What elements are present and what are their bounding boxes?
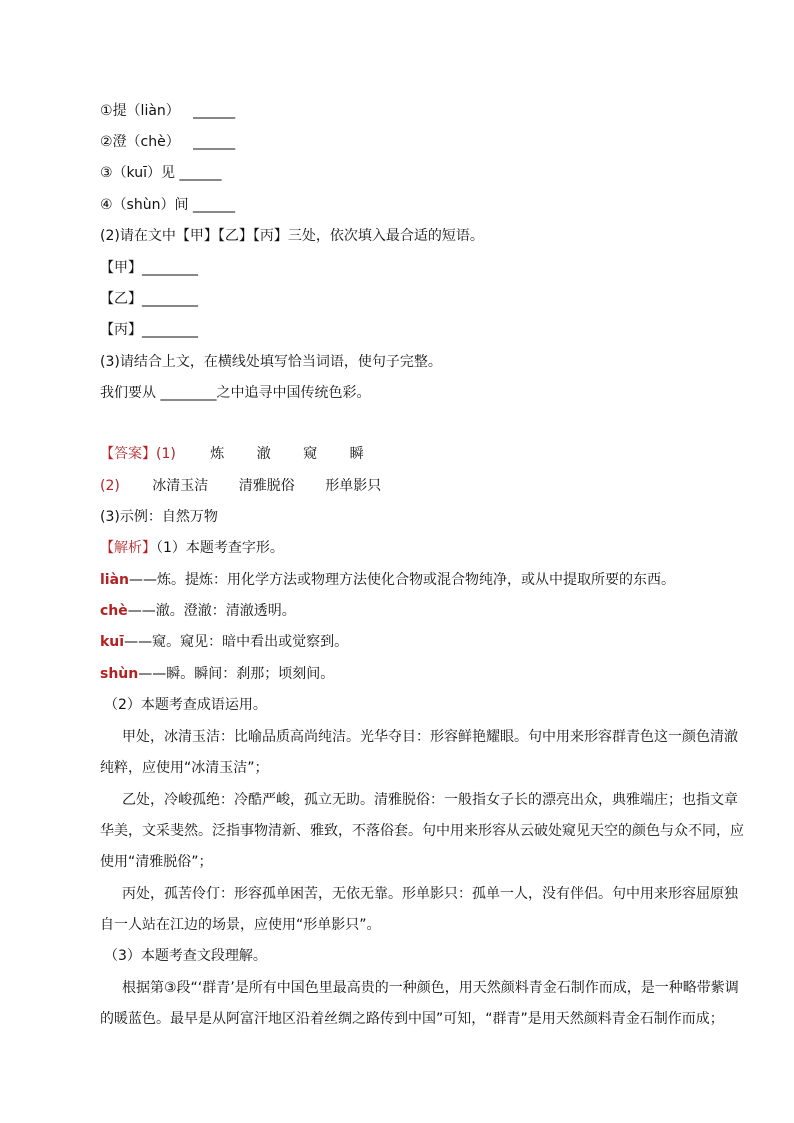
q3-prompt: (3)请结合上文，在横线处填写恰当词语，使句子完整。 (100, 354, 442, 370)
q1-item-1 (100, 101, 235, 121)
q1-item-4 (100, 195, 235, 215)
q2-item-blank[interactable]: ________ (142, 291, 198, 307)
pinyin-explanation: ——澈。澄澈：清澈透明。 (127, 603, 296, 619)
pinyin: shùn (100, 666, 139, 682)
answer-line-3: (3)示例：自然万物 (100, 509, 218, 525)
q3-blank[interactable]: ________ (160, 385, 217, 401)
analysis-part2-title: （2）本题考查成语运用。 (104, 697, 267, 713)
analysis-paragraph-line: 自一人站在江边的场景，应使用“形单影只”。 (100, 917, 381, 933)
answer-phrase: 形单影只 (325, 478, 382, 494)
analysis-intro-text: （1）本题考查字形。 (156, 540, 284, 556)
analysis-pinyin-4 (100, 664, 334, 684)
pinyin-explanation: ——瞬。瞬间：刹那；顷刻间。 (138, 666, 335, 682)
analysis-pinyin-3 (100, 632, 348, 652)
q2-item-jia (100, 258, 198, 278)
answer-line2-number: (2) (100, 478, 120, 494)
q3-sentence-after: 之中追寻中国传统色彩。 (216, 385, 371, 401)
q2-item-label: 【甲】 (100, 260, 142, 276)
analysis-paragraph-line: 纯粹，应使用“冰清玉洁”； (100, 760, 269, 776)
q1-item-blank[interactable]: ______ (193, 134, 236, 150)
q1-item-blank[interactable]: ______ (193, 103, 236, 119)
answer-word: 炼 (210, 446, 225, 462)
analysis-paragraph-line: 甲处，冰清玉洁：比喻品质高尚纯洁。光华夺目：形容鲜艳耀眼。句中用来形容群青色这一颜色清澈 (122, 729, 738, 745)
q1-item-2 (100, 132, 235, 152)
q2-item-label: 【乙】 (100, 291, 142, 307)
q1-item-number: ③ (100, 165, 113, 181)
q2-item-yi (100, 289, 198, 309)
q1-item-text: （shùn）间 (112, 197, 189, 213)
answer-word: 窥 (303, 446, 318, 462)
analysis-pinyin-1 (100, 570, 675, 590)
pinyin-explanation: ——炼。提炼：用化学方法或物理方法使化合物或混合物纯净，或从中提取所要的东西。 (129, 572, 676, 588)
analysis-paragraph-line: 乙处，冷峻孤绝：冷酷严峻，孤立无助。清雅脱俗：一般指女子长的漂亮出众，典雅端庄；也指文章 (122, 792, 738, 808)
answer-line-1 (100, 444, 364, 464)
q1-item-text: 澄（chè） (112, 134, 180, 150)
pinyin: kuī (100, 634, 125, 650)
q3-sentence (100, 383, 370, 403)
q1-item-blank[interactable]: ______ (192, 197, 235, 213)
answer-phrase: 清雅脱俗 (238, 478, 295, 494)
pinyin: chè (100, 603, 128, 619)
analysis-paragraph-line: 根据第③段“‘群青’是所有中国色里最高贵的一种颜色，用天然颜料青金石制作而成，是一种略带紫调 (122, 980, 739, 996)
analysis-paragraph-line: 丙处，孤苦伶仃：形容孤单困苦，无依无靠。形单影只：孤单一人，没有伴侣。句中用来形容屈原独 (122, 886, 738, 902)
analysis-paragraph-line: 使用“清雅脱俗”； (100, 854, 213, 870)
q1-item-number: ① (100, 103, 113, 119)
q1-item-text: 提（liàn） (112, 103, 180, 119)
q1-item-number: ④ (100, 197, 113, 213)
answer-word: 瞬 (349, 446, 364, 462)
analysis-pinyin-2 (100, 601, 296, 621)
q2-item-label: 【丙】 (100, 322, 142, 338)
q3-sentence-before: 我们要从 (100, 385, 161, 401)
analysis-label: 【解析】 (100, 540, 156, 556)
q1-item-text: （kuī）见 (112, 165, 176, 181)
analysis-paragraph-line: 华美，文采斐然。泛指事物清新、雅致，不落俗套。句中用来形容从云破处窥见天空的颜色与众不同，应 (100, 823, 744, 839)
q2-item-blank[interactable]: ________ (142, 260, 198, 276)
answer-line1-number: (1) (156, 446, 176, 462)
q1-item-number: ② (100, 134, 113, 150)
q1-item-blank[interactable]: ______ (179, 165, 222, 181)
analysis-part3-title: （3）本题考查文段理解。 (104, 948, 267, 964)
answer-label: 【答案】 (100, 446, 156, 462)
q2-item-blank[interactable]: ________ (142, 322, 198, 338)
pinyin-explanation: ——窥。窥见：暗中看出或觉察到。 (124, 634, 349, 650)
q1-item-3 (100, 163, 221, 183)
analysis-paragraph-line: 的暖蓝色。最早是从阿富汗地区沿着丝绸之路传到中国”可知，“群青”是用天然颜料青金石制作而成； (100, 1011, 724, 1027)
answer-word: 澈 (256, 446, 271, 462)
answer-phrase: 冰清玉洁 (152, 478, 209, 494)
q2-item-bing (100, 320, 198, 340)
pinyin: liàn (100, 572, 130, 588)
answer-line-2 (100, 476, 381, 496)
analysis-intro (100, 538, 284, 558)
q2-prompt: (2)请在文中【甲】【乙】【丙】三处，依次填入最合适的短语。 (100, 228, 484, 244)
